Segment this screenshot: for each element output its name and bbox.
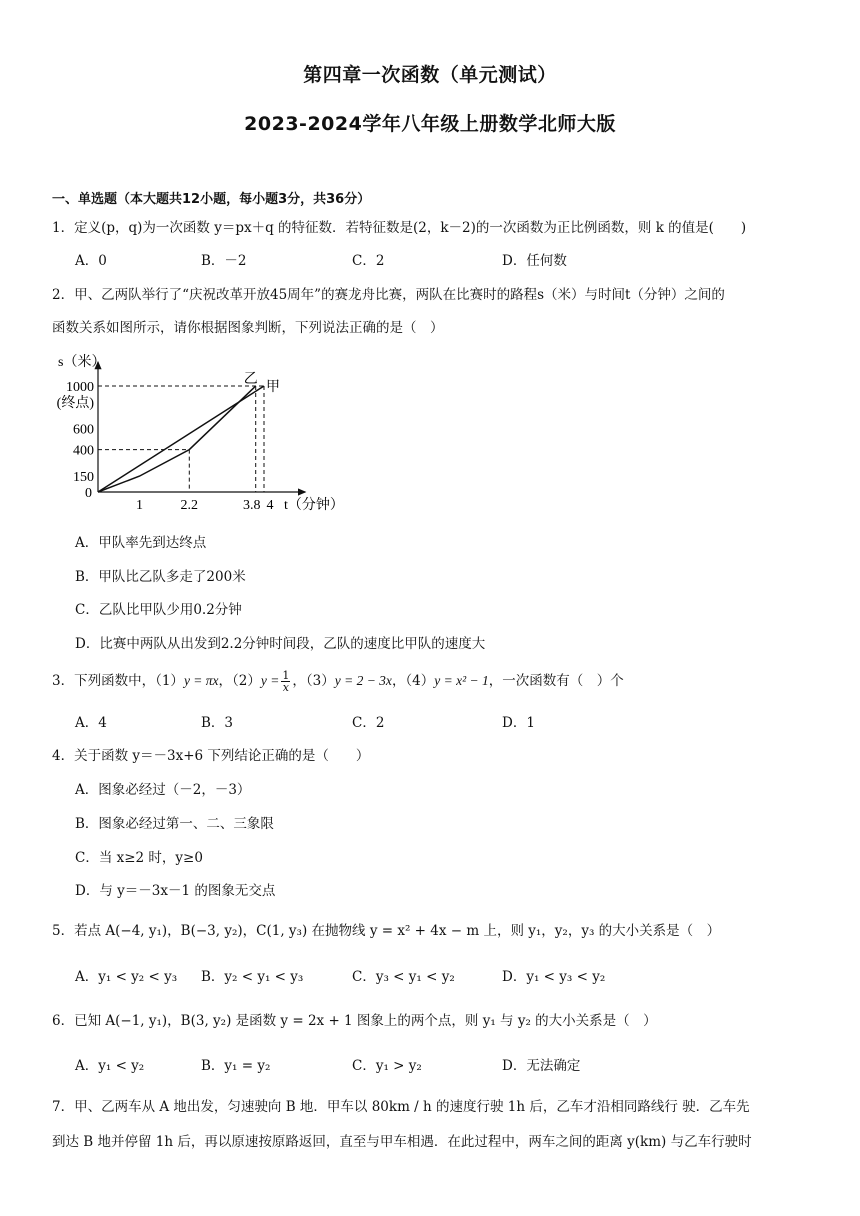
question-3-option-a: A．4 xyxy=(75,715,107,731)
question-5-option-b: B．y₂ < y₁ < y₃ xyxy=(201,969,304,985)
question-6-option-b: B．y₁ = y₂ xyxy=(201,1058,271,1074)
question-4-stem: 4．关于函数 y＝－3x+6 下列结论正确的是（ ） xyxy=(52,748,370,764)
question-4-option-c: C．当 x≥2 时，y≥0 xyxy=(75,850,203,866)
question-5-option-d: D．y₁ < y₃ < y₂ xyxy=(502,969,606,985)
x-tick-label: 1 xyxy=(136,498,143,513)
fraction-numerator: 1 xyxy=(282,669,290,682)
question-4-option-a: A．图象必经过（－2，－3） xyxy=(75,782,251,798)
question-3-stem xyxy=(52,670,624,693)
x-tick-label: 4 xyxy=(266,498,274,513)
y-tick-label: 400 xyxy=(73,443,94,459)
y-tick-label: 1000 xyxy=(66,380,94,395)
question-6-option-a: A．y₁ < y₂ xyxy=(75,1058,145,1074)
question-3-option-d: D．1 xyxy=(502,715,535,731)
y-axis-title: s（米） xyxy=(58,355,106,370)
origin-label: 0 xyxy=(85,486,92,501)
x-tick-label: 2.2 xyxy=(180,498,199,513)
question-1-option-d: D．任何数 xyxy=(502,253,567,269)
question-2-stem-line2: 函数关系如图所示，请你根据图象判断，下列说法正确的是（ ） xyxy=(52,320,444,336)
page-subtitle: 2023-2024学年八年级上册数学北师大版 xyxy=(244,113,616,135)
question-3-function-3: y = 2 − 3x xyxy=(334,673,392,688)
y-end-label: (终点) xyxy=(56,396,94,411)
question-7-stem-line2: 到达 B 地并停留 1h 后，再以原速按原路返回，直至与甲车相遇．在此过程中，两车之间的距离 y(km) 与乙车行驶时 xyxy=(52,1134,752,1150)
question-2-option-b: B．甲队比乙队多走了200米 xyxy=(75,569,246,585)
y-tick-label: 150 xyxy=(73,470,94,486)
question-3-sep-4: ，（4） xyxy=(391,673,435,689)
question-3-suffix: ，一次函数有（ ）个 xyxy=(488,673,624,689)
series-label-jia: 甲 xyxy=(266,380,280,395)
question-6-option-d: D．无法确定 xyxy=(502,1058,581,1074)
question-1-stem: 1．定义(p，q)为一次函数 y＝px＋q 的特征数．若特征数是(2，k－2)的一次函数为正比例函数，则 k 的值是( ) xyxy=(52,220,747,236)
question-1-option-a: A．0 xyxy=(75,253,107,269)
question-3-function-4: y = x² − 1 xyxy=(434,673,489,688)
question-3-option-c: C．2 xyxy=(352,715,385,731)
x-tick-label: 3.8 xyxy=(242,498,261,513)
question-3-option-b: B．3 xyxy=(201,715,234,731)
question-2-option-a: A．甲队率先到达终点 xyxy=(75,535,207,551)
question-3-prefix: 3．下列函数中，（1） xyxy=(52,673,184,689)
question-5-option-a: A．y₁ < y₂ < y₃ xyxy=(75,969,178,985)
question-1-option-b: B．－2 xyxy=(201,253,247,269)
question-2-stem-line1: 2．甲、乙两队举行了“庆祝改革开放45周年”的赛龙舟比赛，两队在比赛时的路程s（米）与时间t（分钟）之间的 xyxy=(52,287,725,303)
question-6-stem: 6．已知 A(−1, y₁)，B(3, y₂) 是函数 y = 2x + 1 图象上的两个点，则 y₁ 与 y₂ 的大小关系是（ ） xyxy=(52,1013,657,1029)
question-3-sep-2: ，（2） xyxy=(218,673,261,689)
question-3-fraction xyxy=(281,670,290,693)
question-2-option-d: D．比赛中两队从出发到2.2分钟时间段，乙队的速度比甲队的速度大 xyxy=(75,636,486,652)
question-3-sep-3: ，（3） xyxy=(292,673,335,689)
question-4-option-b: B．图象必经过第一、二、三象限 xyxy=(75,816,274,832)
y-tick-label: 600 xyxy=(73,422,94,438)
question-6-option-c: C．y₁ > y₂ xyxy=(352,1058,422,1074)
section-heading: 一、单选题（本大题共12小题，每小题3分，共36分） xyxy=(52,192,371,207)
question-3-function-2-lhs: y = xyxy=(260,673,280,688)
question-2-option-c: C．乙队比甲队少用0.2分钟 xyxy=(75,602,242,618)
fraction-denominator: x xyxy=(282,681,289,694)
question-5-stem: 5．若点 A(−4, y₁)，B(−3, y₂)，C(1, y₃) 在抛物线 y = x² + 4x − m 上，则 y₁，y₂，y₃ 的大小关系是（ ） xyxy=(52,923,721,939)
series-label-yi: 乙 xyxy=(243,372,258,387)
race-chart xyxy=(50,352,344,522)
question-1-option-c: C．2 xyxy=(352,253,385,269)
question-3-function-1: y = πx xyxy=(183,673,219,688)
x-axis-title: t（分钟） xyxy=(284,498,344,513)
page-title: 第四章一次函数（单元测试） xyxy=(303,64,557,86)
question-5-option-c: C．y₃ < y₁ < y₂ xyxy=(352,969,455,985)
question-7-stem-line1: 7．甲、乙两车从 A 地出发，匀速驶向 B 地．甲车以 80km / h 的速度行驶 1h 后，乙车才沿相同路线行 驶．乙车先 xyxy=(52,1099,750,1115)
question-4-option-d: D．与 y＝－3x－1 的图象无交点 xyxy=(75,883,276,899)
